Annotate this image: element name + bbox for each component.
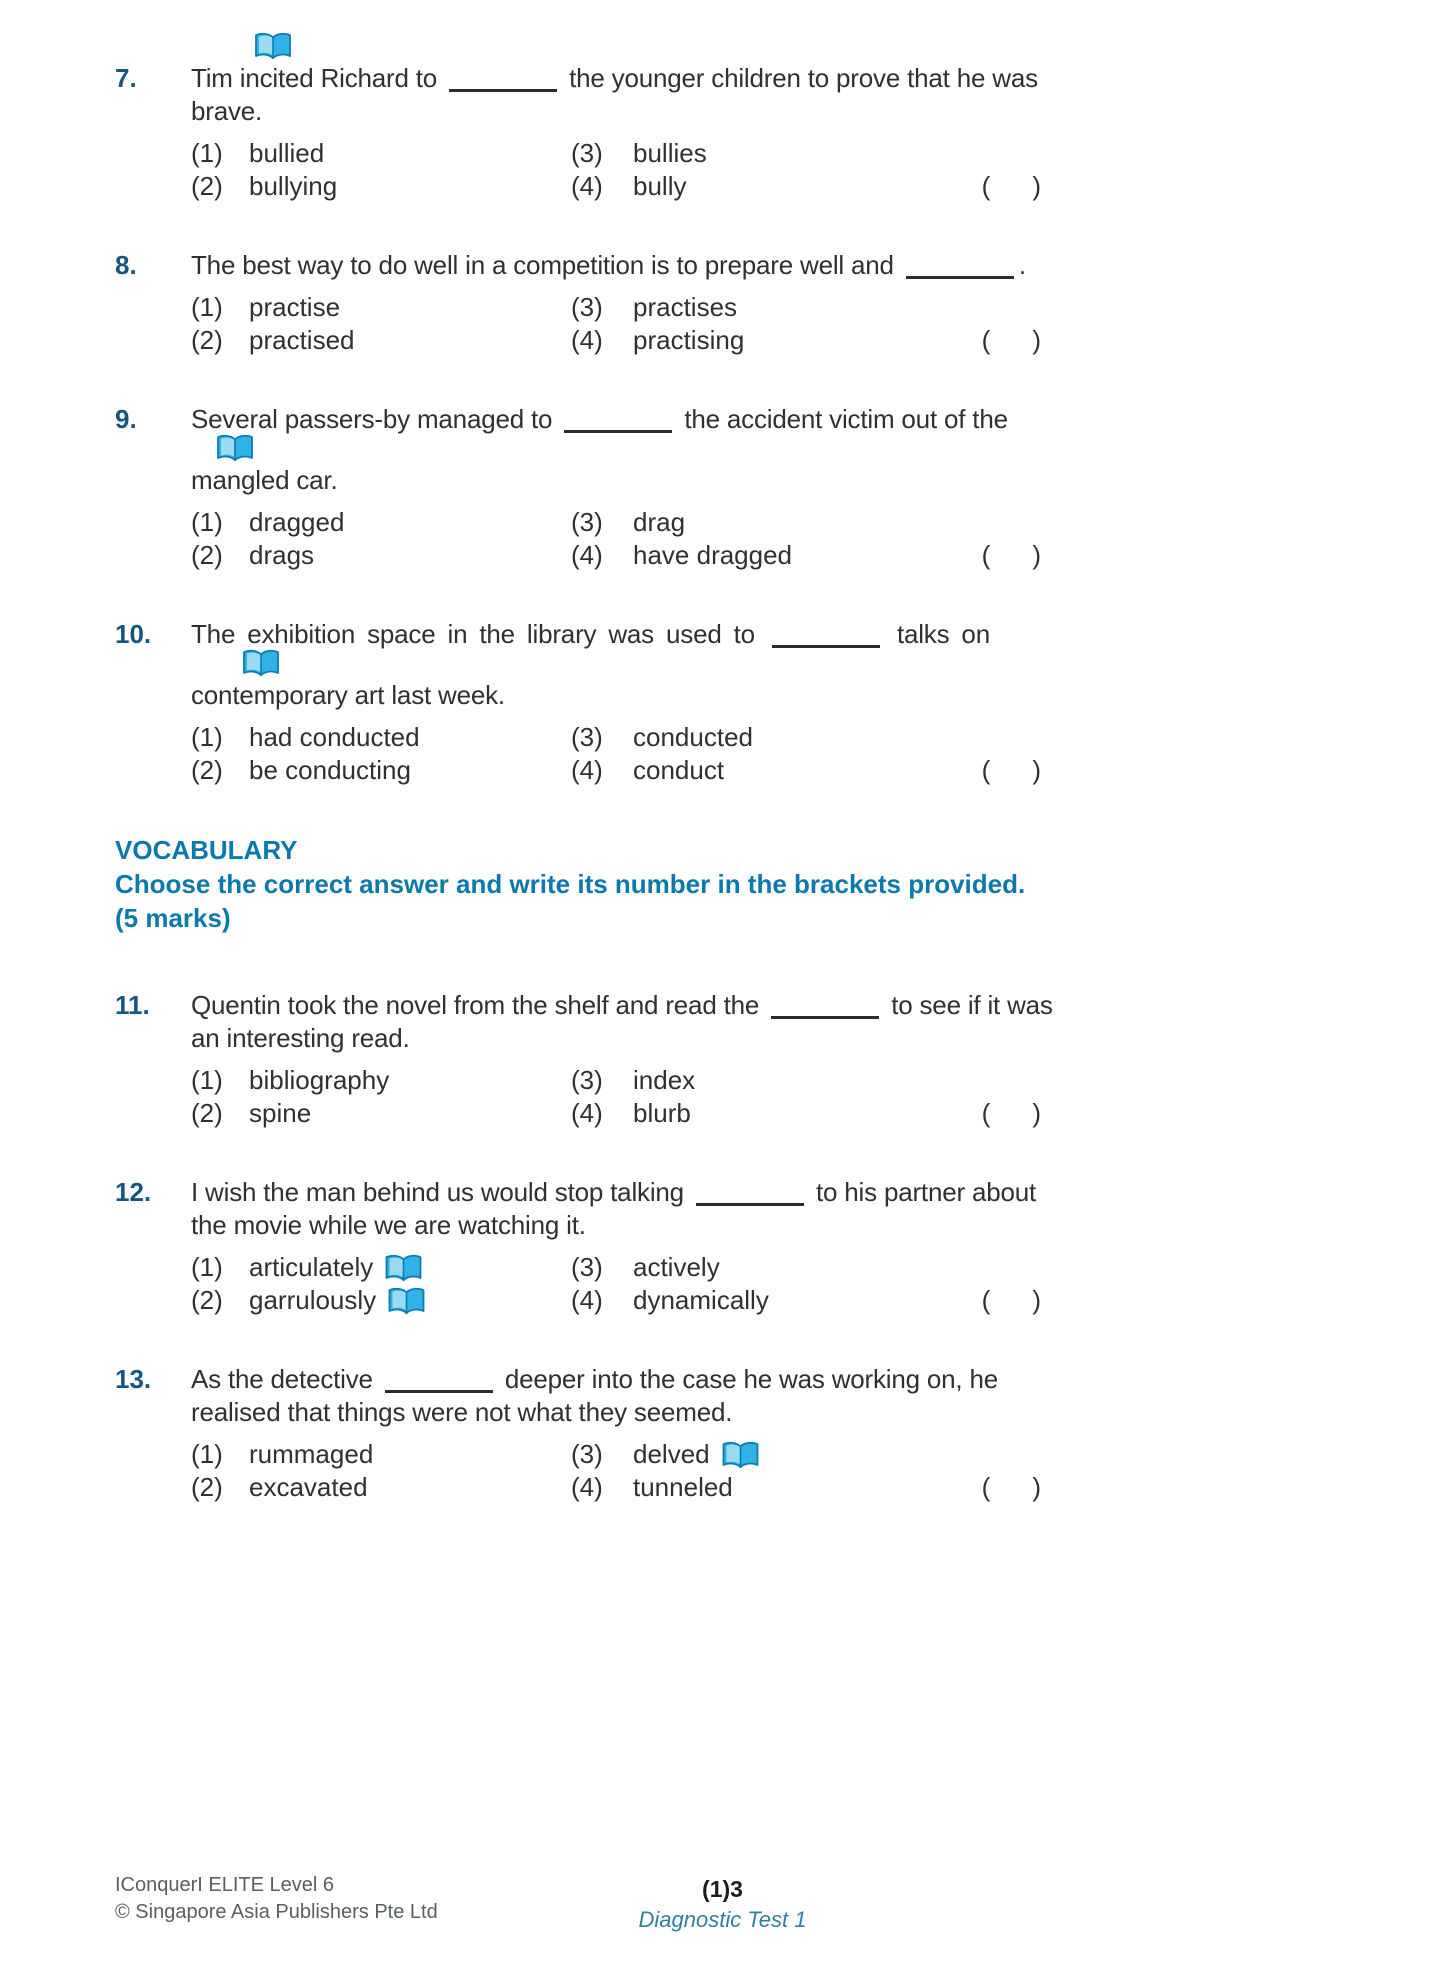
option-number: (2) — [191, 1472, 223, 1502]
answer-blank — [449, 89, 557, 92]
answer-brackets-spacer — [885, 506, 1041, 539]
question — [115, 618, 1445, 787]
option-number: (3) — [571, 1065, 603, 1095]
option-label: dynamically — [633, 1285, 769, 1315]
option-label: bibliography — [249, 1065, 390, 1095]
section-instruction: Choose the correct answer and write its number in the brackets provided. — [115, 869, 1026, 899]
question-text-line: brave. — [191, 96, 263, 126]
option-number: (1) — [191, 138, 223, 168]
option-number: (1) — [191, 292, 223, 322]
options-grid — [191, 291, 1041, 357]
question-text-line: Quentin took the novel from the shelf and read the to see if it was — [191, 990, 1053, 1020]
answer-blank — [906, 276, 1014, 279]
question-text-line: contemporary art last week. — [191, 651, 1041, 712]
question-text-line: I wish the man behind us would stop talking to his partner about — [191, 1177, 1037, 1207]
option-number: (4) — [571, 325, 603, 355]
option-number: (2) — [191, 1098, 223, 1128]
question-body — [191, 989, 1053, 1130]
footer-center — [0, 1876, 1445, 1933]
option-number: (1) — [191, 1439, 223, 1469]
option-label: index — [633, 1065, 696, 1095]
question-text-line: Several passers-by managed to the accident victim out of the — [191, 404, 1008, 434]
question-body — [191, 34, 1041, 203]
options-grid — [191, 1064, 1041, 1130]
vocab-word: mangled — [191, 464, 289, 497]
option-number: (2) — [191, 755, 223, 785]
answer-brackets: ( ) — [981, 540, 1041, 570]
option-number: (3) — [571, 1439, 603, 1469]
publisher-credit: © Singapore Asia Publishers Pte Ltd — [115, 1901, 438, 1923]
option-label: delved — [633, 1438, 885, 1471]
options-grid — [191, 721, 1041, 787]
answer-brackets-spacer — [885, 137, 1041, 170]
question — [115, 403, 1445, 572]
option-number: (3) — [571, 292, 603, 322]
answer-brackets-spacer — [885, 1438, 1041, 1471]
answer-blank — [772, 645, 880, 648]
option-number: (2) — [191, 540, 223, 570]
option-label: garrulously — [249, 1284, 571, 1317]
option-label: practising — [633, 325, 745, 355]
option-label: bullied — [249, 138, 325, 168]
answer-blank — [385, 1390, 493, 1393]
option-label: practised — [249, 325, 355, 355]
option-label: excavated — [249, 1472, 368, 1502]
question-text-line: realised that things were not what they seemed. — [191, 1397, 733, 1427]
book-icon — [388, 1287, 425, 1315]
option-number: (4) — [571, 171, 603, 201]
option-label: tunneled — [633, 1472, 733, 1502]
question-number: 11. — [115, 990, 150, 1020]
option-label: spine — [249, 1098, 312, 1128]
option-number: (1) — [191, 1252, 223, 1282]
option-number: (3) — [571, 1252, 603, 1282]
vocab-word: contemporary — [191, 679, 348, 712]
book-icon — [254, 32, 291, 60]
question-body — [191, 1176, 1041, 1317]
answer-blank — [564, 430, 672, 433]
option-label: dragged — [249, 507, 345, 537]
question-number: 10. — [115, 619, 152, 649]
option-label: conduct — [633, 755, 725, 785]
question-number: 13. — [115, 1364, 152, 1394]
option-label: blurb — [633, 1098, 691, 1128]
question-text-line: the movie while we are watching it. — [191, 1210, 586, 1240]
book-icon — [722, 1441, 759, 1469]
vocabulary-questions-list — [115, 989, 1445, 1504]
question-number: 9. — [115, 404, 137, 434]
question-text-line: Tim incited Richard to the younger children to prove that he was — [191, 34, 1041, 95]
option-label: drag — [633, 507, 686, 537]
option-number: (1) — [191, 722, 223, 752]
answer-brackets: ( ) — [981, 1098, 1041, 1128]
question-body — [191, 1363, 1041, 1504]
option-label: actively — [633, 1252, 720, 1282]
option-number: (3) — [571, 722, 603, 752]
answer-brackets-spacer — [885, 1251, 1041, 1284]
option-number: (2) — [191, 171, 223, 201]
vocab-word: incited — [240, 62, 314, 95]
test-name: Diagnostic Test 1 — [638, 1907, 807, 1932]
question-text-line: The exhibition space in the library was used to talks on — [191, 619, 990, 649]
series-title: IConquerI ELITE Level 6 — [115, 1874, 335, 1896]
question-text-line: mangled car. — [191, 436, 1041, 497]
question — [115, 989, 1445, 1130]
question — [115, 34, 1445, 203]
option-number: (4) — [571, 1285, 603, 1315]
question-text-line: As the detective deeper into the case he was working on, he — [191, 1364, 998, 1394]
answer-brackets-spacer — [885, 291, 1041, 324]
options-grid — [191, 1251, 1041, 1317]
question-text-line: The best way to do well in a competition is to prepare well and . — [191, 250, 1026, 280]
answer-brackets-spacer — [885, 721, 1041, 754]
grammar-questions-list — [115, 34, 1445, 787]
option-label: be conducting — [249, 755, 411, 785]
options-grid — [191, 1438, 1041, 1504]
option-label: had conducted — [249, 722, 420, 752]
question-text-line: an interesting read. — [191, 1023, 410, 1053]
option-number: (3) — [571, 507, 603, 537]
section-title: VOCABULARY — [115, 835, 298, 865]
question-number: 8. — [115, 250, 137, 280]
option-label: articulately — [249, 1251, 571, 1284]
book-icon — [217, 434, 254, 462]
option-number: (2) — [191, 325, 223, 355]
option-number: (4) — [571, 755, 603, 785]
option-number: (4) — [571, 1472, 603, 1502]
question-body — [191, 618, 1041, 787]
answer-brackets-spacer — [885, 1064, 1041, 1097]
option-number: (4) — [571, 540, 603, 570]
option-label: have dragged — [633, 540, 793, 570]
question-number: 7. — [115, 63, 137, 93]
book-icon — [243, 649, 280, 677]
answer-blank — [771, 1016, 879, 1019]
option-label: bullies — [633, 138, 707, 168]
option-label: rummaged — [249, 1439, 374, 1469]
option-label: practises — [633, 292, 738, 322]
question — [115, 249, 1445, 357]
option-label: bullying — [249, 171, 338, 201]
option-label: conducted — [633, 722, 753, 752]
option-number: (2) — [191, 1285, 223, 1315]
answer-blank — [696, 1203, 804, 1206]
option-label: bully — [633, 171, 687, 201]
page-number: (1)3 — [702, 1876, 743, 1902]
options-grid — [191, 137, 1041, 203]
option-number: (1) — [191, 507, 223, 537]
answer-brackets: ( ) — [981, 171, 1041, 201]
option-number: (4) — [571, 1098, 603, 1128]
answer-brackets: ( ) — [981, 325, 1041, 355]
question — [115, 1176, 1445, 1317]
option-number: (3) — [571, 138, 603, 168]
vocabulary-section-header — [115, 833, 1445, 935]
question-number: 12. — [115, 1177, 152, 1207]
answer-brackets: ( ) — [981, 1285, 1041, 1315]
question-body — [191, 249, 1041, 357]
option-label: drags — [249, 540, 315, 570]
question-body — [191, 403, 1041, 572]
options-grid — [191, 506, 1041, 572]
option-label: practise — [249, 292, 341, 322]
answer-brackets: ( ) — [981, 755, 1041, 785]
book-icon — [385, 1254, 422, 1282]
section-marks: (5 marks) — [115, 903, 231, 933]
option-number: (1) — [191, 1065, 223, 1095]
question — [115, 1363, 1445, 1504]
answer-brackets: ( ) — [981, 1472, 1041, 1502]
